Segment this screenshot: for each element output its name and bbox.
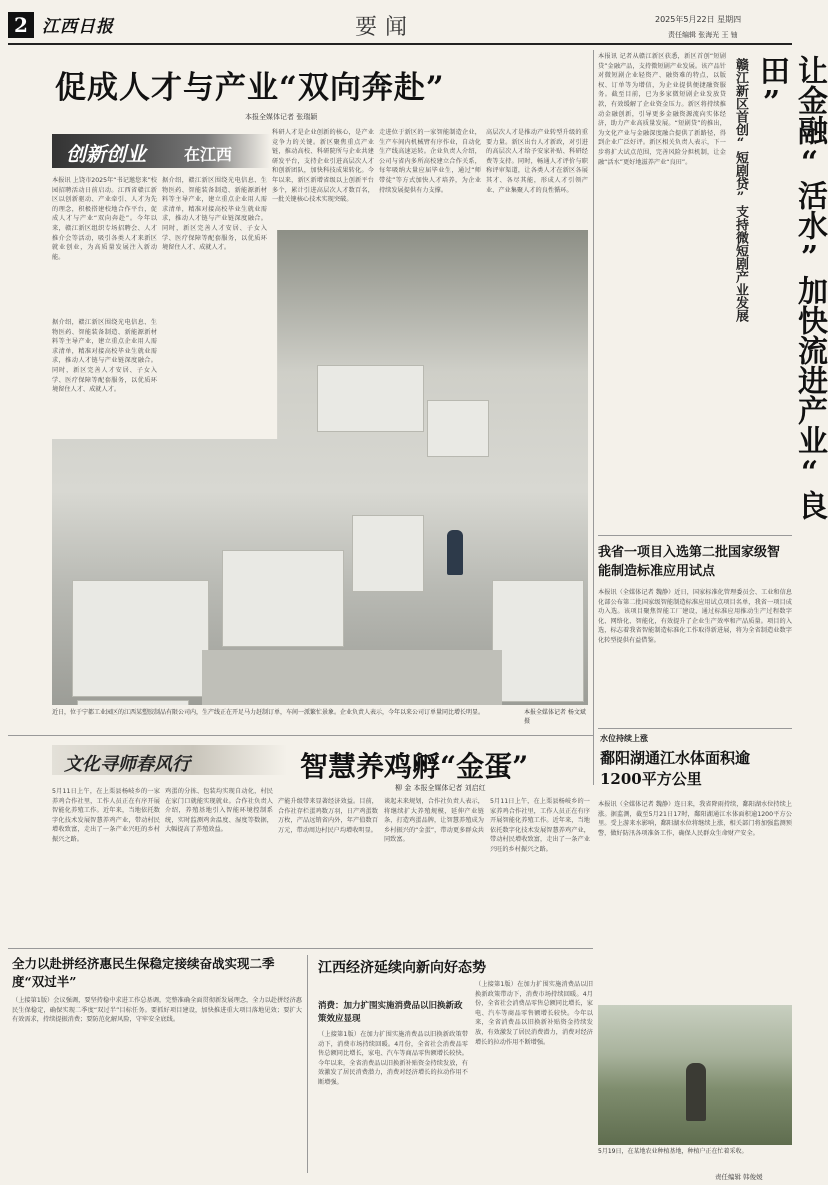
bottom-mid-body-b: （上接第1版）在加力扩围实施消费品以旧换新政策带动下，消费市场持续回暖。4月份，全省社会消费品零售总额同比增长，家电、汽车等商品零售额增长较快。今年以来，全省消费品以旧换新补贴资金持续发放，有效激发了居民消费潜力，消费对经济增长的拉动作用不断增强。 bbox=[475, 981, 593, 1046]
water-body: 本报讯（全媒体记者 魏静）连日来，我省降雨持续，鄱阳湖水位持续上涨。据监测，截至5月21日17时，鄱阳湖通江水体面积逾1200平方公里。受上游来水影响，鄱阳湖水位将继续上涨，相关部门将加强监测预警，做好防汛各项准备工作，确保人民群众生命财产安全。 bbox=[598, 801, 792, 837]
lead-col-1b: 据介绍，赣江新区围绕光电信息、生物医药、智能装备制造、新能源新材料等主导产业，建立重点企业用人需求清单，精准对接高校毕业生就业需求，推动人才链与产业链深度融合。同时，新区完善人才安居、子女入学、医疗保障等配套服务，以优质环境留住人才、成就人才。 bbox=[52, 319, 157, 394]
section-title: 要闻 bbox=[355, 15, 416, 40]
machine bbox=[427, 400, 489, 457]
lead-col-5: 高层次人才是推动产业转型升级的重要力量。新区出台人才新政，对引进的高层次人才给予安家补贴、科研经费等支持。同时，畅通人才评价与职称评审渠道，让各类人才在新区各展其才、各尽其能，形成人才引领产业、产业集聚人才的良性循环。 bbox=[486, 129, 588, 194]
column-banner-title: 创新创业 bbox=[66, 142, 146, 166]
worker-figure bbox=[447, 530, 463, 575]
lead-col-1: 本报讯 上饶市2025年“书记邀您来”校园招聘活动日前启动。江西省赣江新区以创新驱动、产业牵引、人才为先的理念，积极搭建校地合作平台，促成人才与产业“双向奔赴”。今年以来，赣江新区组织专场招聘会、人才推介会等活动，吸引各类人才来新区就业创业，为高质量发展注入新动能。 bbox=[52, 177, 157, 261]
machine bbox=[77, 700, 189, 705]
bottom-rule bbox=[8, 948, 593, 949]
right-story-body-a: 本报讯 记者从赣江新区获悉，新区首创“短剧贷”金融产品，支持微短剧产业发展。该产品针对微短剧企业轻资产、融资难的特点，以版权、订单等为增信，为企业提供便捷融资服务。截至目前，已为多家微短剧企业发放贷款，有效缓解了企业资金压力。新区将持续推动金融创新，引导更多金融资源流向实体经济，助力产业高质量发展。“短剧贷”的推出，为文化产业与金融深度融合提供了新路径，得到企业广泛好评。新区相关负责人表示，下一步将扩大试点范围，完善风险分担机制，让金融“活水”更好地滋养产业“良田”。 bbox=[598, 53, 726, 166]
farm-photo bbox=[598, 1005, 792, 1145]
machine bbox=[352, 515, 424, 592]
machine bbox=[222, 550, 344, 647]
culture-banner bbox=[52, 745, 287, 775]
column-banner bbox=[52, 134, 270, 168]
bottom-divider bbox=[307, 955, 308, 1173]
column-banner-sub: 在江西 bbox=[184, 145, 233, 164]
bottom-mid-headline: 江西经济延续向新向好态势 bbox=[318, 960, 486, 976]
culture-col-3: 产能升级带来显著经济效益。目前，合作社存栏蛋鸡数万羽，日产鸡蛋数万枚，产品远销省内外，年产值数百万元，带动周边村民户均增收明显。 bbox=[278, 798, 378, 834]
bottom-mid-body-a: （上接第1版）在加力扩围实施消费品以旧换新政策带动下，消费市场持续回暖。4月份，全省社会消费品零售总额同比增长，家电、汽车等商品零售额增长较快。今年以来，全省消费品以旧换新补贴资金持续发放，有效激发了居民消费潜力，消费对经济增长的拉动作用不断增强。 bbox=[318, 1031, 468, 1086]
water-rule bbox=[598, 728, 792, 729]
page-number: 2 bbox=[14, 13, 28, 37]
culture-col-5: 5月11日上午，在上栗县杨岐乡的一家养鸡合作社里，工作人员正在有序开展智能化养殖工作。近年来，当地依托数字化技术发展智慧养鸡产业，带动村民增收致富，走出了一条产业兴旺的乡村振兴之路。 bbox=[490, 798, 590, 853]
editors-line: 责任编辑 张海光 王 铀 bbox=[668, 31, 738, 39]
paper-name: 江西日报 bbox=[42, 17, 114, 37]
culture-col-2: 鸡蛋的分拣、包装均实现自动化，村民在家门口就能实现就业。合作社负责人介绍，养殖基地引入智能环境控制系统，实时监测鸡舍温度、湿度等数据，大幅提高了养殖效益。 bbox=[165, 788, 273, 834]
right-vertical-headline: 让金融“活水”加快流进产业“良田” bbox=[754, 55, 827, 520]
bottom-mid-subhead: 消费：加力扩围实施消费品以旧换新政策效应显现 bbox=[318, 1001, 463, 1024]
lead-headline: 促成人才与产业“双向奔赴” bbox=[55, 70, 445, 106]
issue-date: 2025年5月22日 星期四 bbox=[655, 15, 742, 24]
farm-photo-caption: 5月19日，在某地农业种植基地，种植户正在忙着采收。 bbox=[598, 1148, 748, 1155]
bottom-left-body: （上接第1版）会议强调，要坚持稳中求进工作总基调，完整准确全面贯彻新发展理念，全力以赴拼经济惠民生保稳定，确保实现二季度“双过半”目标任务。要抓好项目建设，加快推进重大项目落地见效；要扩大有效需求，持续提振消费；要防范化解风险，守牢安全底线。 bbox=[12, 997, 302, 1024]
smart-mfg-rule bbox=[598, 535, 792, 536]
right-vertical-subhead: 赣江新区首创“短剧贷”支持微短剧产业发展 bbox=[733, 58, 748, 322]
lead-col-3: 科研人才是企业创新的核心，是产业竞争力的关键。新区聚焦重点产业链，推动高校、科研院所与企业共建研发平台，支持企业引进高层次人才和创新团队，加快科技成果转化。今年以来，新区新增省级以上创新平台多个，累计引进高层次人才数百名，一批关键核心技术实现突破。 bbox=[272, 129, 374, 204]
smart-mfg-body: 本报讯（全媒体记者 魏静）近日，国家标准化管理委员会、工业和信息化部公布第二批国家级智能制造标准应用试点项目名单，我省一项目成功入选。该项目聚焦智能工厂建设，通过标准应用推动生产过程数字化、网络化、智能化，有效提升了企业生产效率和产品质量。项目的入选，标志着我省智能制造标准化工作取得新进展，将为全省制造业数字化转型提供有益借鉴。 bbox=[598, 589, 792, 644]
farmer-figure bbox=[686, 1063, 706, 1121]
culture-byline: 柳 金 本报全媒体记者 刘启红 bbox=[395, 784, 486, 792]
culture-rule bbox=[8, 735, 593, 736]
culture-col-4: 谈起未来规划，合作社负责人表示，将继续扩大养殖规模，延伸产业链条，打造鸡蛋品牌，让智慧养殖成为乡村振兴的“金蛋”，带动更多群众共同致富。 bbox=[384, 798, 484, 844]
factory-photo-credit: 本报全媒体记者 杨文斌 摄 bbox=[524, 709, 586, 725]
factory-photo-caption: 近日，位于宁都工业园区的江西某塑胶制品有限公司内，生产线正在开足马力赶制订单，车间一派繁忙景象。企业负责人表示，今年以来公司订单量同比增长明显。 bbox=[52, 709, 485, 716]
machine bbox=[72, 580, 209, 697]
lead-col-2: 据介绍，赣江新区围绕光电信息、生物医药、智能装备制造、新能源新材料等主导产业，建立重点企业用人需求清单，精准对接高校毕业生就业需求，推动人才链与产业链深度融合。同时，新区完善人才安居、子女入学、医疗保障等配套服务，以优质环境留住人才、成就人才。 bbox=[162, 177, 267, 252]
bottom-left-headline: 全力以赴拼经济惠民生保稳定接续奋战实现二季度“双过半” bbox=[12, 956, 275, 989]
water-headline: 鄱阳湖通江水体面积逾1200平方公里 bbox=[600, 749, 751, 788]
culture-col-1: 5月11日上午，在上栗县杨岐乡的一家养鸡合作社里，工作人员正在有序开展智能化养殖工作。近年来，当地依托数字化技术发展智慧养鸡产业，带动村民增收致富，走出了一条产业兴旺的乡村振兴之路。 bbox=[52, 788, 160, 843]
culture-banner-title: 文化寻师春风行 bbox=[64, 754, 190, 775]
bottom-credit: 责任编辑 韩俊媛 bbox=[715, 1173, 763, 1181]
masthead-rule bbox=[8, 43, 792, 45]
factory-floor bbox=[202, 650, 502, 705]
culture-headline: 智慧养鸡孵“金蛋” bbox=[300, 750, 529, 783]
lead-col-4: 走进位于新区的一家智能制造企业，生产车间内机械臂有序作业，自动化生产线高速运转。企业负责人介绍，公司与省内多所高校建立合作关系，每年吸纳大量应届毕业生，通过“师带徒”等方式加快人才培养，为企业持续发展提供有力支撑。 bbox=[379, 129, 481, 194]
water-kicker: 水位持续上涨 bbox=[600, 734, 648, 743]
page-number-box bbox=[8, 12, 34, 38]
machine bbox=[317, 365, 424, 432]
lead-byline: 本报全媒体记者 张瑞颖 bbox=[245, 113, 318, 121]
smart-mfg-headline: 我省一项目入选第二批国家级智能制造标准应用试点 bbox=[598, 545, 781, 579]
machine bbox=[492, 580, 584, 702]
lead-right-rule bbox=[593, 50, 594, 785]
